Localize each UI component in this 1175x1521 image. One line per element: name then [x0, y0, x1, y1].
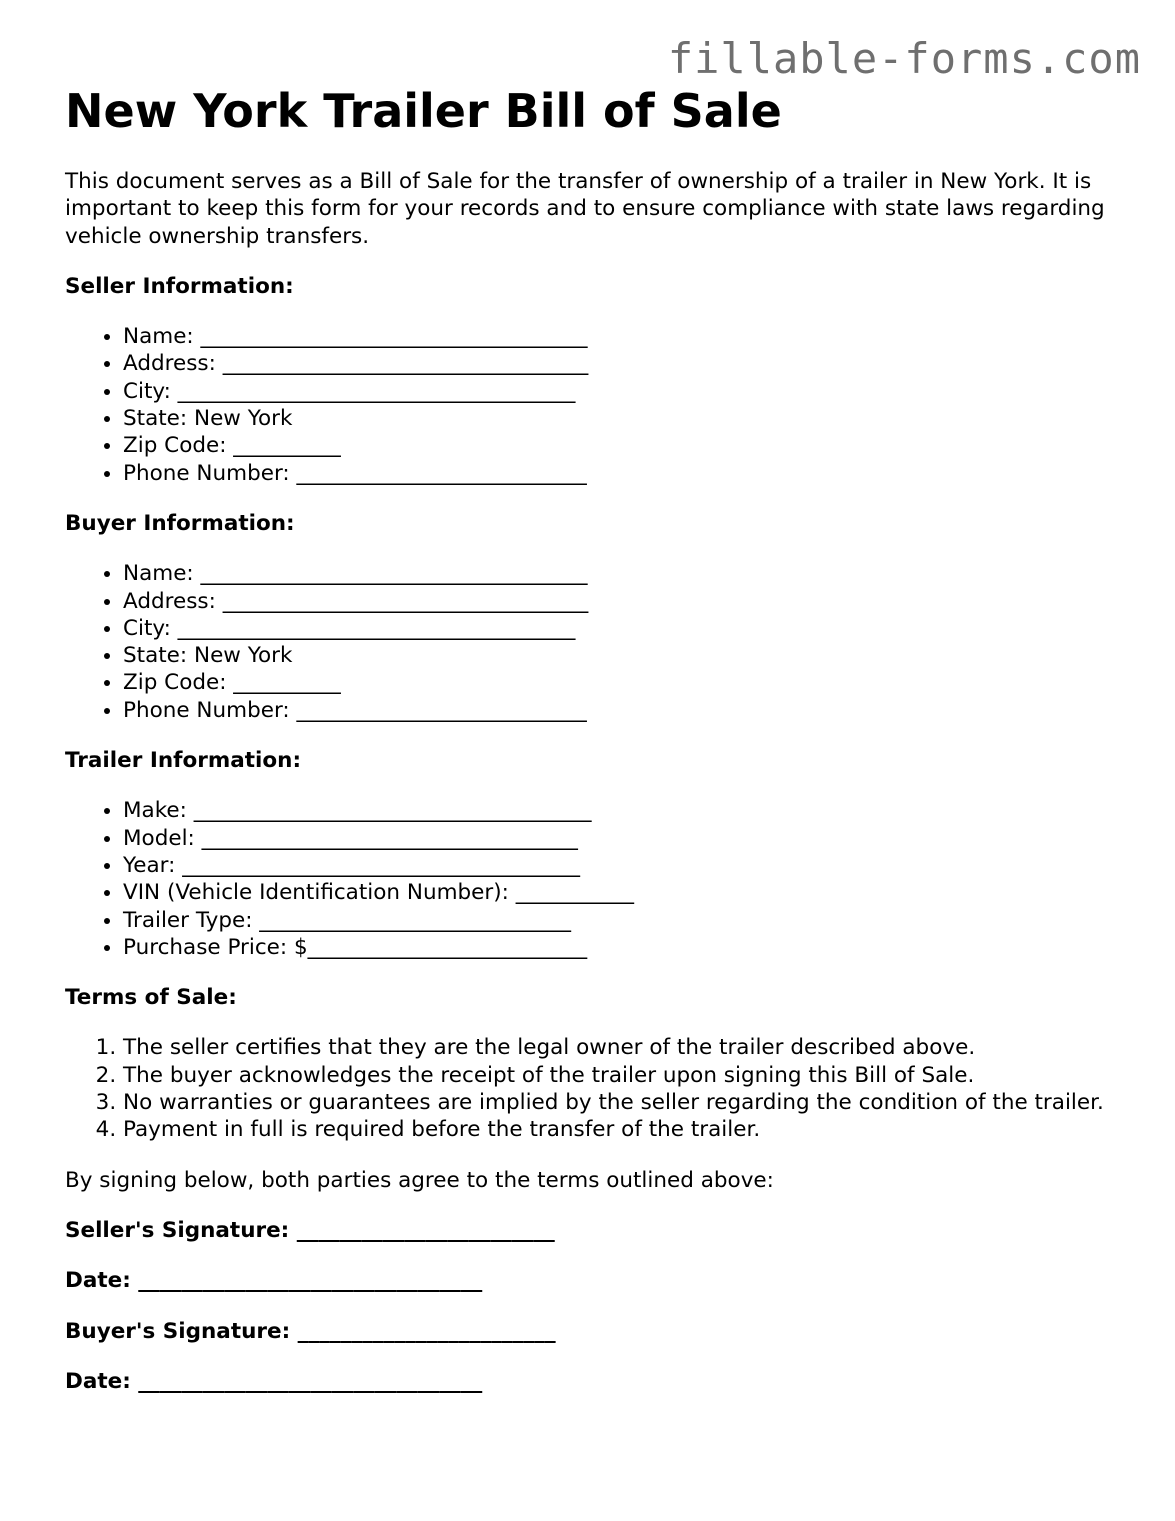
buyer-state-field: • State: New York: [123, 642, 1125, 669]
seller-signature-field[interactable]: Seller's Signature: ________________________: [65, 1217, 555, 1243]
buyer-info-heading: Buyer Information:: [65, 510, 295, 536]
buyer-date-field[interactable]: Date: ________________________________: [65, 1368, 483, 1394]
seller-date-field[interactable]: Date: ________________________________: [65, 1268, 483, 1294]
terms-heading: Terms of Sale:: [65, 985, 237, 1011]
trailer-info-list: [65, 797, 1125, 961]
seller-state-field: • State: New York: [123, 405, 1125, 432]
buyer-name-field[interactable]: • Name: ____________________________________: [123, 560, 1125, 587]
seller-phone-field[interactable]: • Phone Number: ___________________________: [123, 460, 1125, 487]
watermark-logo: fillable-forms.com: [667, 34, 1141, 83]
trailer-year-field[interactable]: • Year: _____________________________________: [123, 852, 1125, 879]
buyer-info-list: [65, 560, 1125, 724]
seller-name-field[interactable]: • Name: ____________________________________: [123, 323, 1125, 350]
seller-info-list: [65, 323, 1125, 487]
term-item: 4. Payment in full is required before the transfer of the trailer.: [123, 1116, 1125, 1143]
buyer-address-field[interactable]: • Address: __________________________________: [123, 588, 1125, 615]
buyer-zip-field[interactable]: • Zip Code: __________: [123, 669, 1125, 696]
trailer-vin-field[interactable]: • VIN (Vehicle Identification Number): ___________: [123, 879, 1125, 906]
term-item: 2. The buyer acknowledges the receipt of the trailer upon signing this Bill of Sale.: [123, 1062, 1125, 1089]
seller-address-field[interactable]: • Address: __________________________________: [123, 350, 1125, 377]
buyer-signature-field[interactable]: Buyer's Signature: ________________________: [65, 1318, 556, 1344]
intro-paragraph: This document serves as a Bill of Sale for the transfer of ownership of a trailer in New York. It is important to keep this form for your records and to ensure compliance with state laws regarding vehicle ownership transfers.: [65, 169, 1105, 249]
trailer-model-field[interactable]: • Model: ___________________________________: [123, 825, 1125, 852]
trailer-type-field[interactable]: • Trailer Type: _____________________________: [123, 907, 1125, 934]
page-title: New York Trailer Bill of Sale: [65, 84, 782, 138]
buyer-city-field[interactable]: • City: _____________________________________: [123, 615, 1125, 642]
term-item: 3. No warranties or guarantees are implied by the seller regarding the condition of the trailer.: [123, 1089, 1125, 1116]
agreement-statement: By signing below, both parties agree to the terms outlined above:: [65, 1167, 774, 1193]
terms-list: [65, 1034, 1125, 1143]
document-page: [65, 82, 1125, 1395]
seller-city-field[interactable]: • City: _____________________________________: [123, 378, 1125, 405]
buyer-phone-field[interactable]: • Phone Number: ___________________________: [123, 697, 1125, 724]
seller-zip-field[interactable]: • Zip Code: __________: [123, 432, 1125, 459]
term-item: 1. The seller certifies that they are the legal owner of the trailer described above.: [123, 1034, 1125, 1061]
trailer-make-field[interactable]: • Make: _____________________________________: [123, 797, 1125, 824]
trailer-info-heading: Trailer Information:: [65, 748, 302, 774]
trailer-price-field[interactable]: • Purchase Price: $__________________________: [123, 934, 1125, 961]
seller-info-heading: Seller Information:: [65, 273, 294, 299]
